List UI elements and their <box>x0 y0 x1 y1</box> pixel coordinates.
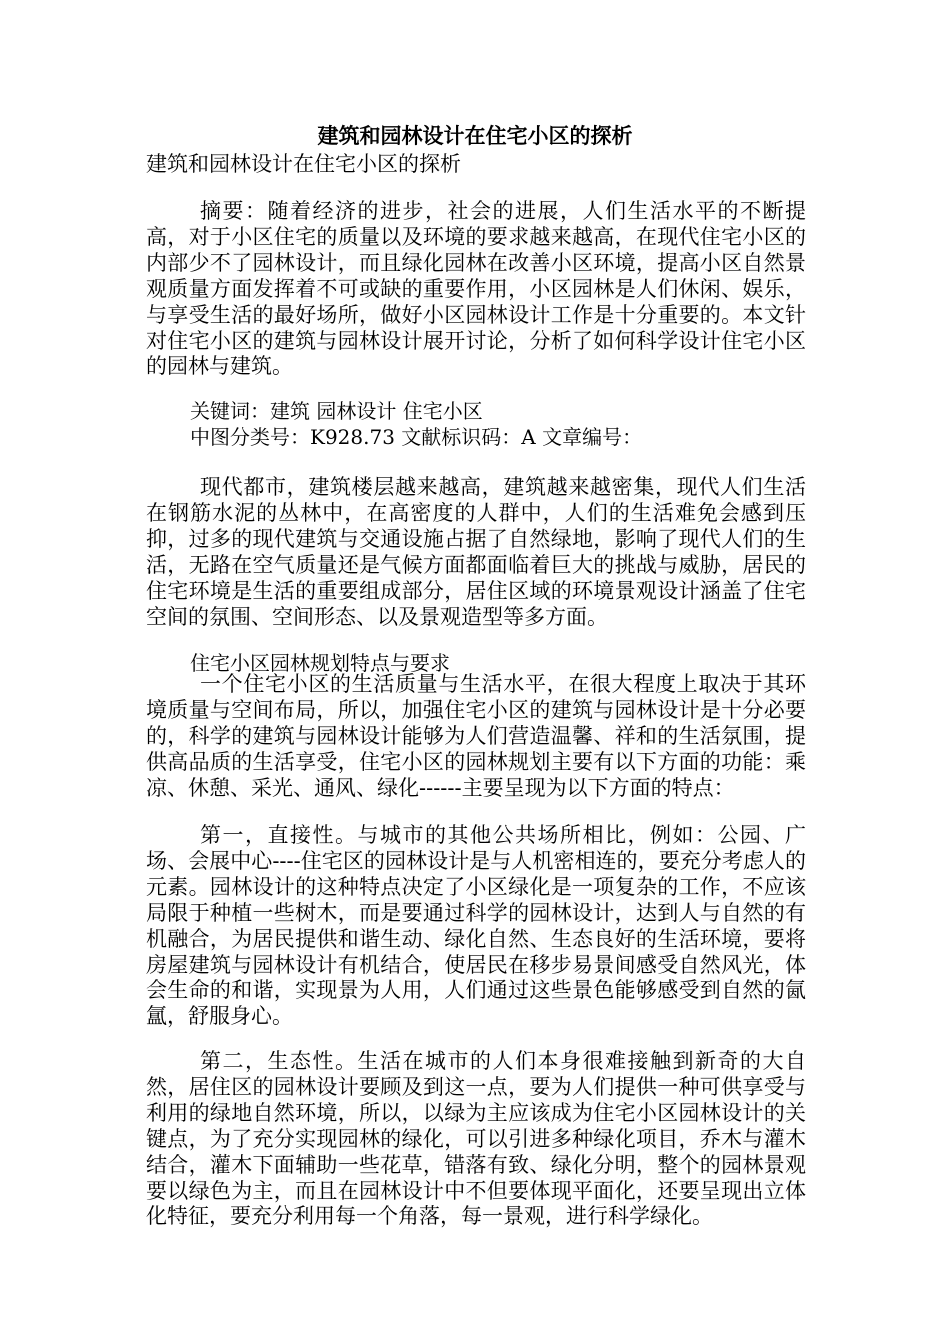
document-subtitle: 建筑和园林设计在住宅小区的探析 <box>146 152 461 176</box>
keywords-line: 关键词：建筑 园林设计 住宅小区 <box>190 399 483 423</box>
classification-line: 中图分类号：K928.73 文献标识码：A 文章编号： <box>190 425 643 449</box>
intro-paragraph: 现代都市，建筑楼层越来越高，建筑越来越密集，现代人们生活在钢筋水泥的丛林中，在高密度的人群中，人们的生活难免会感到压抑，过多的现代建筑与交通设施占据了自然绿地，影响了现代人们的生活，无路在空气质量还是气候方面都面临着巨大的挑战与威胁，居民的住宅环境是生活的重要组成部分，居住区域的环境景观设计涵盖了住宅空间的氛围、空间形态、以及景观造型等多方面。 <box>146 475 806 629</box>
document-title: 建筑和园林设计在住宅小区的探析 <box>317 123 633 148</box>
abstract-paragraph: 摘要：随着经济的进步，社会的进展，人们生活水平的不断提高，对于小区住宅的质量以及环境的要求越来越高，在现代住宅小区的内部少不了园林设计，而且绿化园林在改善小区环境，提高小区自然景观质量方面发挥着不可或缺的重要作用，小区园林是人们休闲、娱乐，与享受生活的最好场所，做好小区园林设计工作是十分重要的。本文针对住宅小区的建筑与园林设计展开讨论，分析了如何科学设计住宅小区的园林与建筑。 <box>146 199 806 379</box>
section-heading: 住宅小区园林规划特点与要求 <box>190 651 450 675</box>
point-two-paragraph: 第二，生态性。生活在城市的人们本身很难接触到新奇的大自然，居住区的园林设计要顾及到这一点，要为人们提供一种可供享受与利用的绿地自然环境，所以，以绿为主应该成为住宅小区园林设计的关键点，为了充分实现园林的绿化，可以引进多种绿化项目，乔木与灌木结合，灌木下面辅助一些花草，错落有致、绿化分明，整个的园林景观要以绿色为主，而且在园林设计中不但要体现平面化，还要呈现出立体化特征，要充分利用每一个角落，每一景观，进行科学绿化。 <box>146 1049 806 1229</box>
section-intro-paragraph: 一个住宅小区的生活质量与生活水平，在很大程度上取决于其环境质量与空间布局，所以，加强住宅小区的建筑与园林设计是十分必要的，科学的建筑与园林设计能够为人们营造温馨、祥和的生活氛围，提供高品质的生活享受，住宅小区的园林规划主要有以下方面的功能：乘凉、休憩、采光、通风、绿化------主要呈现为以下方面的特点： <box>146 672 806 800</box>
point-one-paragraph: 第一，直接性。与城市的其他公共场所相比，例如：公园、广场、会展中心----住宅区的园林设计是与人机密相连的，要充分考虑人的元素。园林设计的这种特点决定了小区绿化是一项复杂的工作，不应该局限于种植一些树木，而是要通过科学的园林设计，达到人与自然的有机融合，为居民提供和谐生动、绿化自然、生态良好的生活环境，要将房屋建筑与园林设计有机结合，使居民在移步易景间感受自然风光，体会生命的和谐，实现景为人用，人们通过这些景色能够感受到自然的氤氲，舒服身心。 <box>146 823 806 1029</box>
